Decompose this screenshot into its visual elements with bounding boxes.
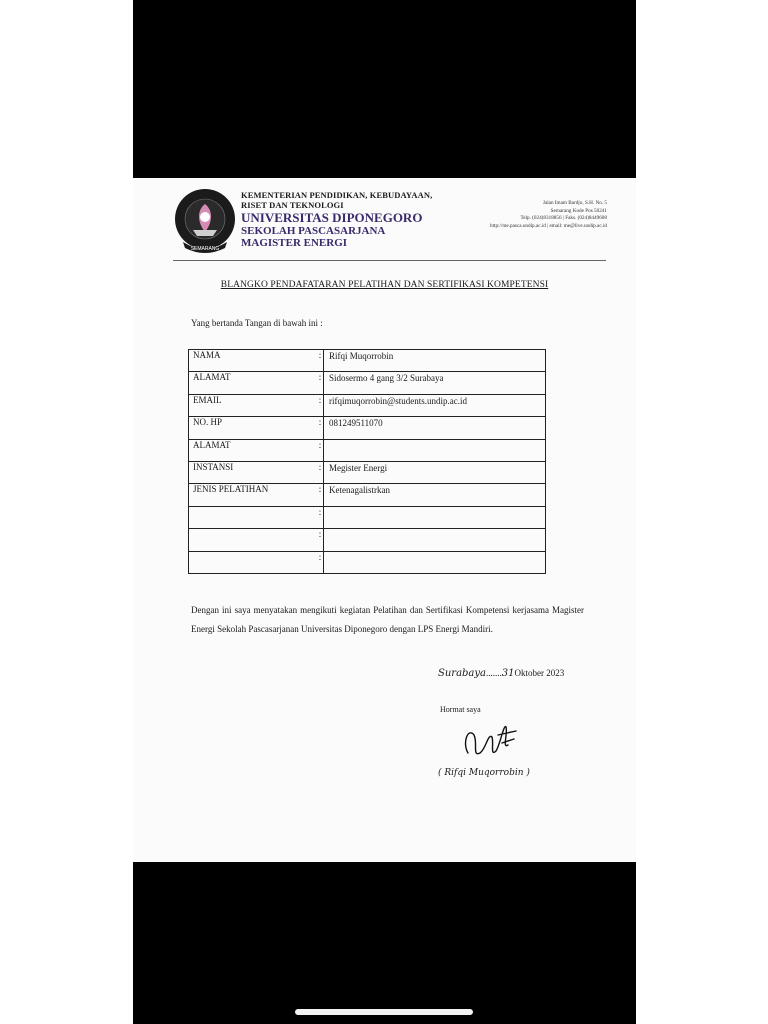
field-value-cell	[324, 551, 546, 573]
declaration-statement: Dengan ini saya menyatakan mengikuti kegiatan Pelatihan dan Sertifikasi Kompetensi kerjasama Magister Energi Sekolah Pascasarjanan Universitas Diponegoro dengan LPS Energi Mandiri.	[191, 605, 584, 634]
program-name: MAGISTER ENERGI	[241, 237, 348, 249]
date-day: 31	[501, 668, 515, 679]
address-line-4: http://me.pasca.undip.ac.id | email: me@live.undip.ac.id	[489, 222, 607, 229]
letterhead-address	[490, 200, 607, 230]
address-line-2: Semarang Kode Pos 50241	[550, 207, 607, 214]
handwritten-signature	[458, 713, 518, 768]
registration-table	[188, 349, 546, 574]
field-value-cell	[324, 484, 546, 506]
field-value-cell	[324, 372, 546, 394]
field-label	[189, 506, 318, 528]
document-title: BLANGKO PENDAFATARAN PELATIHAN DAN SERTIFIKASI KOMPETENSI	[220, 280, 549, 290]
field-separator: :	[317, 551, 324, 573]
signing-date	[438, 668, 564, 679]
table-row	[189, 350, 546, 372]
document-page	[133, 178, 636, 862]
signer-name: ( Rifqi Muqorrobin )	[438, 768, 530, 778]
table-row	[189, 394, 546, 416]
field-separator: :	[317, 394, 324, 416]
home-indicator[interactable]	[295, 1009, 473, 1015]
field-value-cell	[324, 394, 546, 416]
field-label: ALAMAT	[189, 372, 318, 394]
field-label	[189, 529, 318, 551]
field-label: INSTANSI	[189, 461, 318, 483]
field-separator: :	[317, 529, 324, 551]
field-separator: :	[317, 506, 324, 528]
address-line-1: Jalan Imam Bardjo, S.H. No. 5	[542, 200, 607, 206]
field-label: EMAIL	[189, 394, 318, 416]
table-row	[189, 551, 546, 573]
field-value-cell	[324, 350, 546, 372]
university-name: UNIVERSITAS DIPONEGORO	[241, 210, 423, 225]
ministry-line-1: KEMENTERIAN PENDIDIKAN, KEBUDAYAAN,	[241, 190, 433, 200]
field-value: Ketenagalistrkan	[329, 485, 390, 496]
table-row	[189, 439, 546, 461]
address-line-3: Telp. (024)8318856 | Faks. (024)8449608	[520, 215, 607, 221]
field-value-cell	[324, 506, 546, 528]
letterhead-divider	[173, 260, 606, 261]
intro-text: Yang bertanda Tangan di bawah ini :	[191, 318, 323, 328]
top-black-bar	[133, 0, 636, 178]
field-label: NO. HP	[189, 417, 318, 439]
letterhead-titles	[241, 190, 461, 249]
field-label: NAMA	[189, 350, 318, 372]
regards-text: Hormat saya	[440, 705, 481, 714]
table-row	[189, 484, 546, 506]
table-row	[189, 372, 546, 394]
date-city: Surabaya	[438, 668, 487, 679]
field-value-cell	[324, 529, 546, 551]
field-value: Rifqi Muqorrobin	[329, 351, 394, 361]
field-label: ALAMAT	[189, 439, 318, 461]
table-row	[189, 417, 546, 439]
bottom-black-bar	[133, 862, 636, 1024]
field-separator: :	[317, 439, 324, 461]
field-value: 081249511070	[329, 418, 383, 429]
field-separator: :	[317, 372, 324, 394]
field-value: Sidosermo 4 gang 3/2 Surabaya	[329, 373, 444, 384]
field-separator: :	[317, 461, 324, 483]
school-name: SEKOLAH PASCASARJANA	[241, 225, 386, 237]
ministry-line-2: RISET DAN TEKNOLOGI	[241, 200, 344, 210]
date-month-year: Oktober 2023	[514, 668, 565, 678]
field-value-cell	[324, 461, 546, 483]
table-row	[189, 461, 546, 483]
field-separator: :	[317, 417, 324, 439]
field-label: JENIS PELATIHAN	[189, 484, 318, 506]
field-value-cell	[324, 439, 546, 461]
table-row	[189, 506, 546, 528]
field-value-cell	[324, 417, 546, 439]
date-dots: .......	[486, 668, 502, 678]
table-row	[189, 529, 546, 551]
field-label	[189, 551, 318, 573]
field-separator: :	[317, 350, 324, 372]
university-logo	[173, 186, 237, 256]
field-value: rifqimuqorrobin@students.undip.ac.id	[329, 395, 468, 406]
svg-text:SEMARANG: SEMARANG	[190, 246, 220, 252]
field-separator: :	[317, 484, 324, 506]
field-value: Megister Energi	[329, 462, 388, 473]
